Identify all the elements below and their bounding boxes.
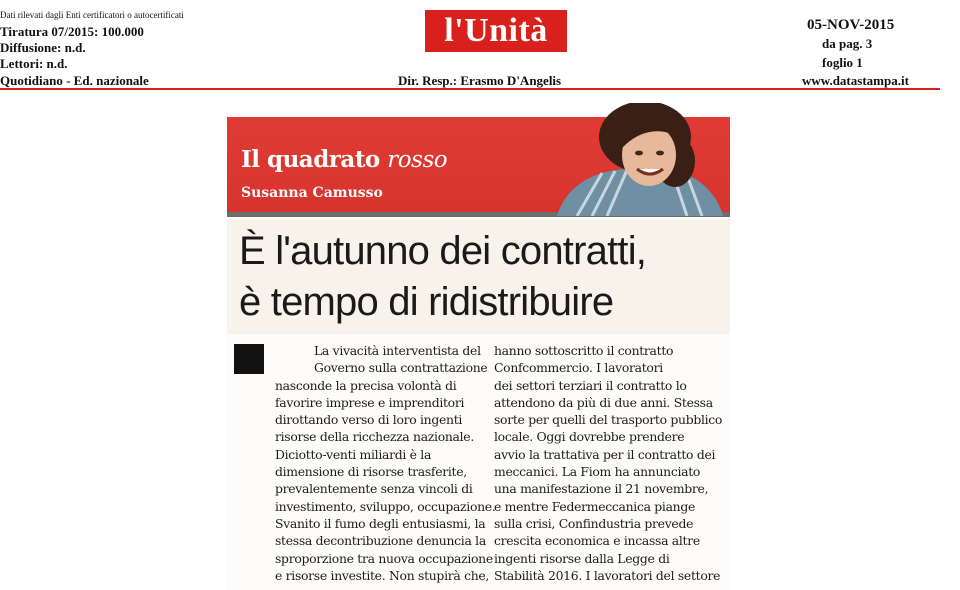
text-line: Governo sulla contrattazione bbox=[314, 360, 488, 376]
text-line: una manifestazione il 21 novembre, bbox=[494, 481, 709, 497]
text-line: Stabilità 2016. I lavoratori del settore bbox=[494, 567, 721, 583]
text-line: stessa decontribuzione denuncia la bbox=[275, 533, 486, 549]
readers-text: Lettori: n.d. bbox=[0, 56, 68, 71]
lead-square-marker bbox=[234, 344, 264, 374]
website-link[interactable]: www.datastampa.it bbox=[802, 73, 909, 88]
sheet-number: foglio 1 bbox=[822, 55, 863, 70]
text-line: sproporzione tra nuova occupazione bbox=[275, 550, 493, 566]
author-name: Susanna Camusso bbox=[241, 185, 383, 201]
text-line: sorte per quelli del trasporto pubblico bbox=[494, 412, 723, 428]
text-column-1 bbox=[275, 342, 495, 584]
text-line: attendono da più di due anni. Stessa bbox=[494, 394, 713, 410]
text-line: sulla crisi, Confindustria prevede bbox=[494, 515, 694, 531]
headline-line-2: è tempo di ridistribuire bbox=[239, 280, 614, 324]
newspaper-logo: l'Unità bbox=[425, 10, 567, 52]
text-line: Diciotto-venti miliardi è la bbox=[275, 446, 432, 462]
author-photo bbox=[547, 103, 727, 216]
column-banner bbox=[227, 117, 730, 217]
issue-date: 05-NOV-2015 bbox=[807, 17, 895, 33]
text-column-2 bbox=[494, 342, 722, 584]
text-line: e risorse investite. Non stupirà che, bbox=[275, 567, 490, 583]
text-line: crescita economica e incassa altre bbox=[494, 533, 700, 549]
text-line: nasconde la precisa volontà di bbox=[275, 377, 457, 393]
circulation-text: Tiratura 07/2015: 100.000 bbox=[0, 24, 144, 39]
rubric-title bbox=[241, 146, 447, 173]
text-line: investimento, sviluppo, occupazione. bbox=[275, 498, 496, 514]
article bbox=[227, 113, 730, 590]
text-line: dimensione di risorse trasferite, bbox=[275, 464, 467, 480]
director-text: Dir. Resp.: Erasmo D'Angelis bbox=[398, 73, 562, 88]
distribution-text: Diffusione: n.d. bbox=[0, 40, 86, 55]
header-divider bbox=[0, 88, 940, 90]
text-line: dei settori terziari il contratto lo bbox=[494, 377, 687, 393]
text-line: Svanito il fumo degli entusiasmi, la bbox=[275, 515, 486, 531]
text-line: locale. Oggi dovrebbe prendere bbox=[494, 429, 685, 445]
page-reference: da pag. 3 bbox=[822, 36, 873, 51]
text-line: dirottando verso di loro ingenti bbox=[275, 412, 463, 428]
rubric-bold: Il quadrato bbox=[241, 146, 380, 173]
headline-block bbox=[227, 219, 730, 334]
text-line: La vivacità interventista del bbox=[314, 343, 481, 358]
headline-line-1: È l'autunno dei contratti, bbox=[239, 229, 647, 273]
text-line: risorse della ricchezza nazionale. bbox=[275, 429, 474, 445]
text-line: favorire imprese e imprenditori bbox=[275, 394, 465, 410]
text-line: Confcommercio. I lavoratori bbox=[494, 360, 663, 376]
text-line: ingenti risorse dalla Legge di bbox=[494, 550, 670, 566]
text-line: hanno sottoscritto il contratto bbox=[494, 343, 674, 358]
text-line: e mentre Federmeccanica piange bbox=[494, 498, 696, 514]
text-line: avvio la trattativa per il contratto dei bbox=[494, 446, 716, 462]
rubric-italic: rosso bbox=[387, 147, 448, 173]
text-line: prevalentemente senza vincoli di bbox=[275, 481, 473, 497]
source-note: Dati rilevati dagli Enti certificatori o autocertificati bbox=[0, 10, 184, 20]
text-line: meccanici. La Fiom ha annunciato bbox=[494, 464, 701, 480]
edition-text: Quotidiano - Ed. nazionale bbox=[0, 73, 149, 88]
